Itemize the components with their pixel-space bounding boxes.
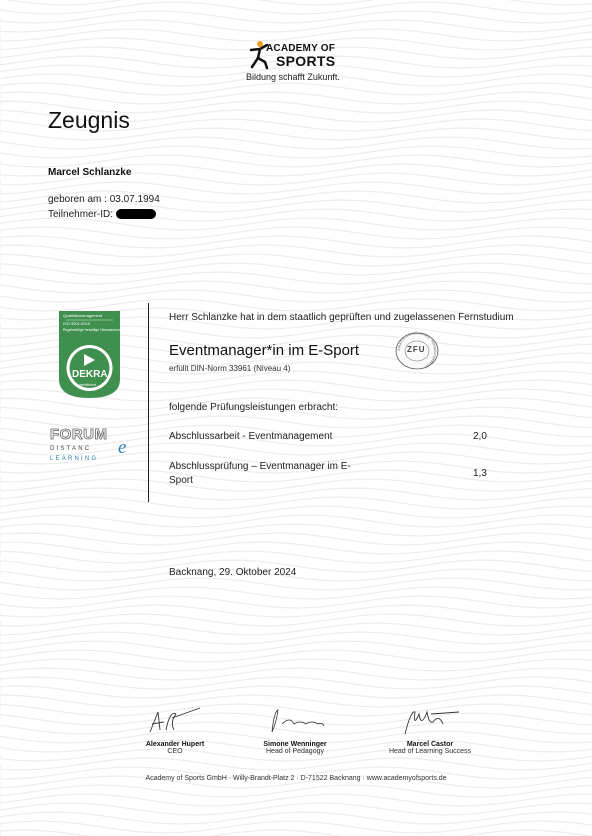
- wave-line: [0, 479, 592, 491]
- result-label-2-line2: Sport: [169, 475, 193, 486]
- wave-line: [0, 686, 592, 698]
- signer-role-1: CEO: [167, 748, 183, 755]
- wave-line: [0, 263, 592, 275]
- wave-line: [0, 578, 592, 590]
- footer-address: Academy of Sports GmbH · Willy-Brandt-Platz 2 · D-71522 Backnang · www.academyofsports.de: [145, 775, 447, 782]
- redacted-id: [116, 209, 156, 219]
- wave-line: [0, 236, 592, 248]
- participant-id-label: Teilnehmer-ID:: [48, 209, 114, 220]
- wave-line: [0, 20, 592, 32]
- signature-ceo: [130, 702, 220, 755]
- student-name: Marcel Schlanzke: [48, 167, 132, 178]
- document-title: Zeugnis: [48, 107, 130, 133]
- wave-line: [0, 506, 592, 518]
- wave-line: [0, 515, 592, 527]
- wave-line: [0, 488, 592, 500]
- place-date: Backnang, 29. Oktober 2024: [169, 567, 297, 578]
- dekra-name: DEKRA: [72, 369, 108, 380]
- result-grade-1: 2,0: [473, 431, 487, 442]
- wave-line: [0, 785, 592, 797]
- participant-id: [48, 209, 156, 220]
- wave-line: [0, 11, 592, 23]
- logo-line2: SPORTS: [276, 53, 336, 69]
- wave-line: [0, 803, 592, 815]
- signer-name-2: Simone Wenninger: [263, 741, 327, 748]
- dekra-cert: zertifiziert: [79, 382, 97, 387]
- divider-line: [148, 303, 149, 502]
- forum-distance-learning-logo: [47, 422, 130, 470]
- wave-line: [0, 290, 592, 302]
- dekra-line2: ISO 9001:2015: [63, 321, 90, 326]
- logo-tagline: Bildung schafft Zukunft.: [246, 72, 340, 82]
- zfu-ring-text: STAATLICH ZUGELASSEN · FERNUNTERRICHT: [396, 331, 438, 369]
- wave-line: [0, 281, 592, 293]
- wave-line: [0, 632, 592, 644]
- wave-line: [0, 137, 592, 149]
- intro-text: Herr Schlanzke hat in dem staatlich geprüften und zugelassenen Fernstudium: [169, 312, 514, 323]
- handwritten-signature-3: [385, 702, 475, 736]
- handwritten-signature-2: [250, 702, 340, 736]
- results-intro: folgende Prüfungsleistungen erbracht:: [169, 402, 339, 413]
- dekra-badge: [59, 311, 120, 398]
- dekra-line3: Regelmäßige freiwillige Überwachung: [63, 328, 122, 332]
- wave-line: [0, 830, 592, 836]
- signer-name-3: Marcel Castor: [406, 741, 454, 748]
- wave-line: [0, 92, 592, 104]
- zfu-stamp: [394, 331, 440, 371]
- forum-distance: DISTANC: [50, 446, 92, 452]
- signer-role-2: Head of Pedagogy: [266, 748, 324, 755]
- signer-name-1: Alexander Hupert: [145, 741, 205, 748]
- wave-line: [0, 659, 592, 671]
- result-label-2-line1: Abschlussprüfung – Eventmanager im E-: [169, 461, 351, 472]
- logo-line1: ACADEMY OF: [266, 43, 336, 54]
- result-grade-2: 1,3: [473, 468, 487, 479]
- academy-of-sports-logo: [246, 40, 356, 86]
- wave-line: [0, 758, 592, 770]
- wave-line: [0, 0, 592, 5]
- forum-learning: LEARNING: [50, 456, 99, 462]
- wave-line: [0, 812, 592, 824]
- dekra-line1: Qualitätsmanagement: [63, 313, 103, 318]
- signature-learning-success: [385, 702, 475, 755]
- forum-word: FORUM: [50, 426, 108, 443]
- signer-role-3: Head of Learning Success: [388, 748, 472, 755]
- signature-pedagogy: [250, 702, 340, 755]
- zfu-letters: ZFU: [407, 345, 426, 354]
- wave-line: [0, 533, 592, 545]
- result-label-1: Abschlussarbeit - Eventmanagement: [169, 431, 333, 442]
- din-norm: erfüllt DIN-Norm 33961 (Niveau 4): [169, 364, 291, 373]
- wave-line: [0, 155, 592, 167]
- wave-line: [0, 245, 592, 257]
- birth-date: geboren am : 03.07.1994: [48, 194, 160, 205]
- forum-e: e: [118, 437, 127, 458]
- wave-line: [0, 668, 592, 680]
- wave-line: [0, 605, 592, 617]
- handwritten-signature-1: [130, 702, 220, 736]
- program-title: Eventmanager*in im E-Sport: [169, 342, 360, 359]
- wave-line: [0, 542, 592, 554]
